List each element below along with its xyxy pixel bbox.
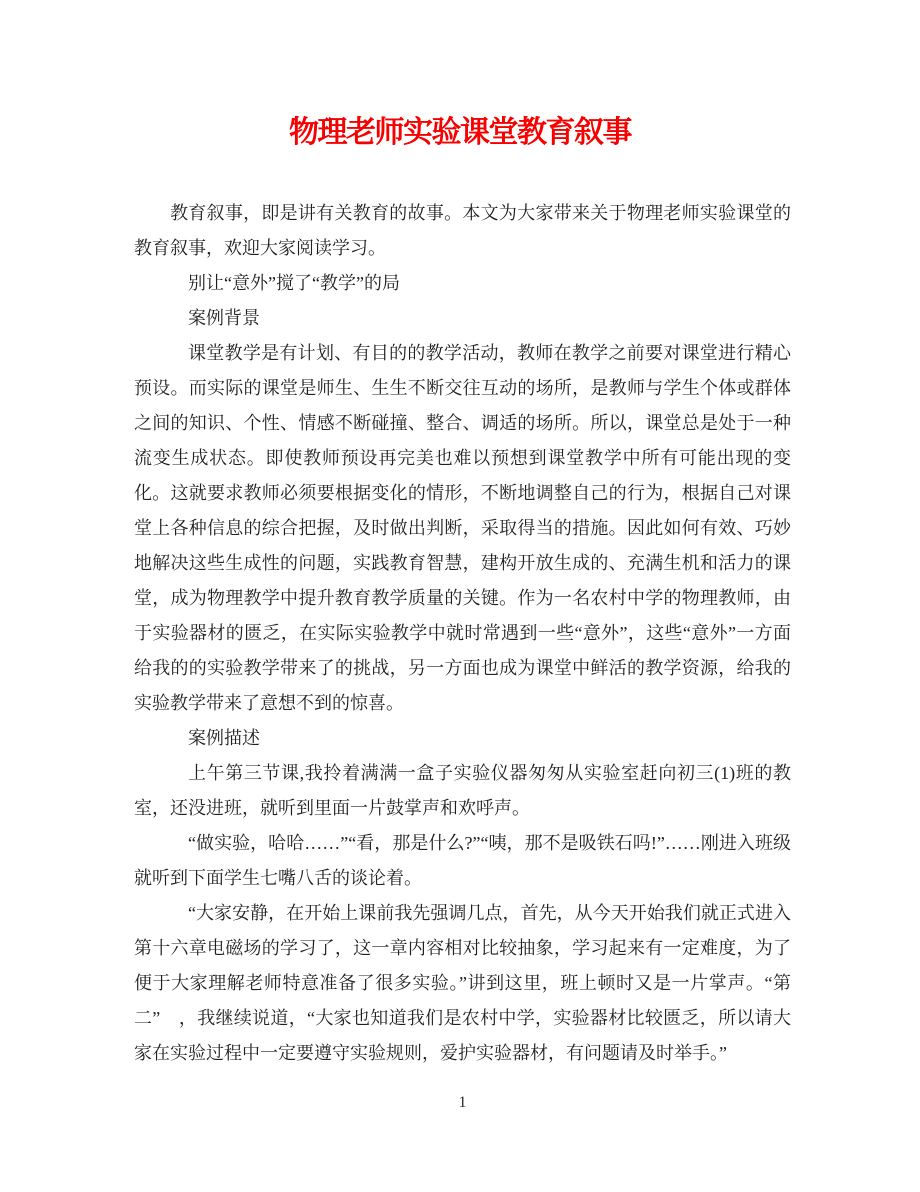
paragraph: 案例描述 [188, 728, 260, 748]
paragraph: 上午第三节课,我拎着满满一盒子实验仪器匆匆从实验室赶向初三(1)班的教室，还没进班，就听到里面一片鼓掌声和欢呼声。 [134, 763, 791, 818]
document-body [134, 196, 791, 1071]
document-title: 物理老师实验课堂教育叙事 [289, 116, 631, 149]
page-number: 1 [458, 1094, 467, 1111]
paragraph: “做实验，哈哈……”“看，那是什么?”“咦，那不是吸铁石吗!”……刚进入班级就听到下面学生七嘴八舌的谈论着。 [134, 833, 791, 888]
paragraph: 教育叙事，即是讲有关教育的故事。本文为大家带来关于物理老师实验课堂的教育叙事，欢迎大家阅读学习。 [134, 203, 791, 258]
paragraph: “大家安静，在开始上课前我先强调几点，首先，从今天开始我们就正式进入第十六章电磁场的学习了，这一章内容相对比较抽象，学习起来有一定难度，为了便于大家理解老师特意准备了很多实验。”讲到这里，班上顿时又是一片掌声。“第二” ，我继续说道，“大家也知道我们是农村中学，实验器材比较匮乏，所以请大家在实验过程中一定要遵守实验规则，爱护实验器材，有问题请及时举手。” [134, 903, 791, 1063]
paragraph: 案例背景 [188, 308, 260, 328]
paragraph: 课堂教学是有计划、有目的的教学活动，教师在教学之前要对课堂进行精心预设。而实际的课堂是师生、生生不断交往互动的场所，是教师与学生个体或群体之间的知识、个性、情感不断碰撞、整合、调适的场所。所以，课堂总是处于一种流变生成状态。即使教师预设再完美也难以预想到课堂教学中所有可能出现的变化。这就要求教师必须要根据变化的情形，不断地调整自己的行为，根据自己对课堂上各种信息的综合把握，及时做出判断，采取得当的措施。因此如何有效、巧妙地解决这些生成性的问题，实践教育智慧，建构开放生成的、充满生机和活力的课堂，成为物理教学中提升教育教学质量的关键。作为一名农村中学的物理教师，由于实验器材的匮乏，在实际实验教学中就时常遇到一些“意外”，这些“意外”一方面给我的的实验教学带来了的挑战，另一方面也成为课堂中鲜活的教学资源，给我的实验教学带来了意想不到的惊喜。 [134, 343, 791, 713]
paragraph: 别让“意外”搅了“教学”的局 [188, 273, 400, 293]
